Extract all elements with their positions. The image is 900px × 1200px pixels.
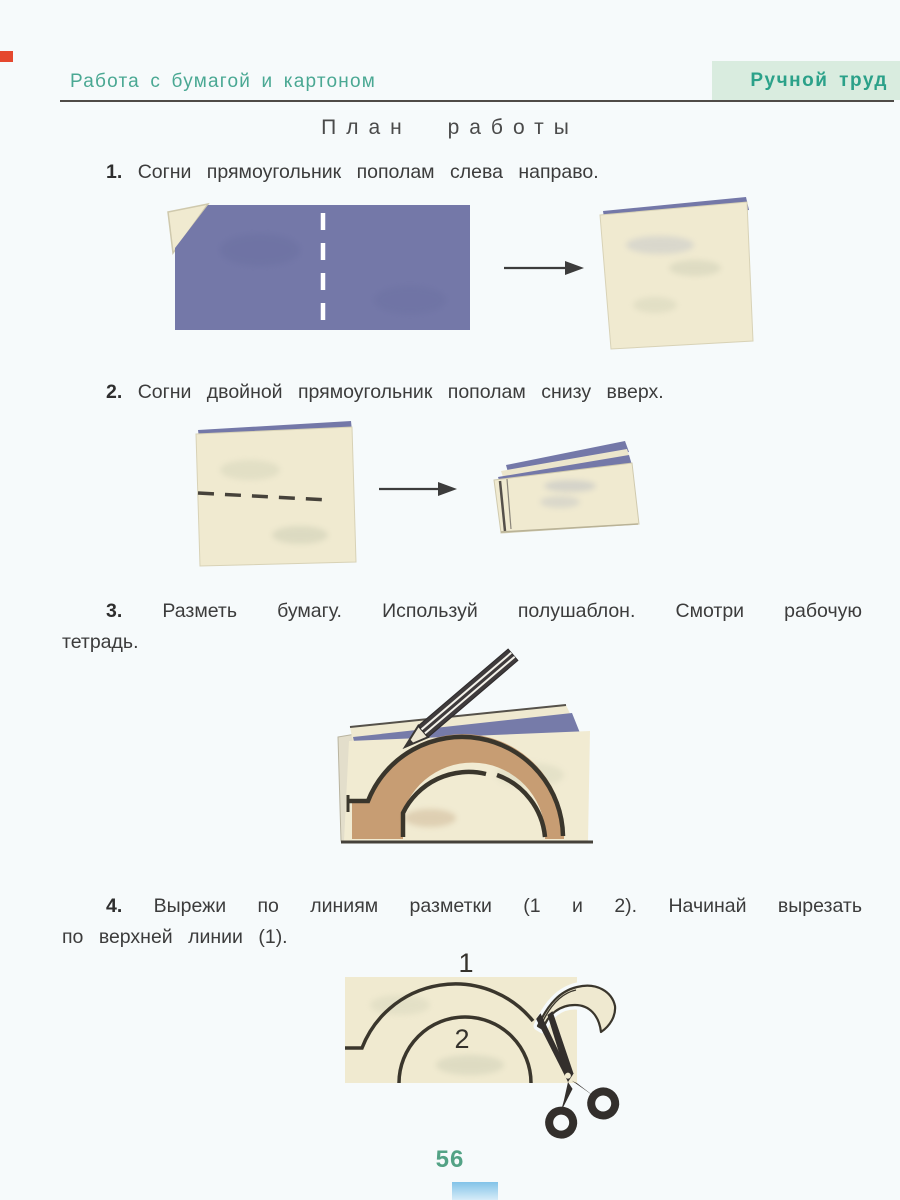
folded-result — [600, 197, 753, 349]
figure-step4 — [345, 977, 620, 1138]
step-1-number: 1. — [106, 161, 123, 183]
step-3-line-1: Разметь бумагу. Используй полушаблон. Смотри рабочую — [162, 600, 862, 622]
header-subject-title: Ручной труд — [750, 70, 888, 91]
step-3-number: 3. — [106, 600, 123, 622]
step-4-line-2: по верхней линии (1). — [62, 926, 288, 948]
step-3-line-2: тетрадь. — [62, 631, 139, 653]
cut-line-1-label: 1 — [458, 948, 474, 978]
step-2-line-1: Согни двойной прямоугольник пополам снизу вверх. — [137, 381, 664, 403]
step-4-line-1: Вырежи по линиям разметки (1 и 2). Начинай вырезать — [153, 895, 862, 917]
page-number-tab — [452, 1182, 498, 1200]
step-4-number: 4. — [106, 895, 123, 917]
paper-shading — [272, 526, 328, 544]
cut-line-2-label: 2 — [454, 1024, 470, 1054]
page-number: 56 — [435, 1146, 465, 1173]
paper-shading — [436, 1055, 504, 1075]
page-title: План работы — [321, 116, 579, 139]
paper-shading — [374, 286, 446, 314]
figure-step3 — [338, 649, 593, 842]
template-shading — [404, 809, 456, 827]
step-2-number: 2. — [106, 381, 123, 403]
figure-step2 — [196, 421, 639, 566]
arrow-icon — [379, 482, 457, 496]
figure-step1 — [168, 197, 753, 349]
header-section-title: Работа с бумагой и картоном — [70, 71, 377, 92]
arrow-icon — [504, 261, 584, 275]
folded-booklet — [494, 441, 639, 533]
paper-shading — [370, 995, 430, 1015]
cream-sheet — [196, 427, 356, 566]
step-1-line-1: Согни прямоугольник пополам слева направо. — [137, 161, 599, 183]
paper-shading — [220, 460, 280, 480]
paper-shading — [220, 234, 300, 266]
